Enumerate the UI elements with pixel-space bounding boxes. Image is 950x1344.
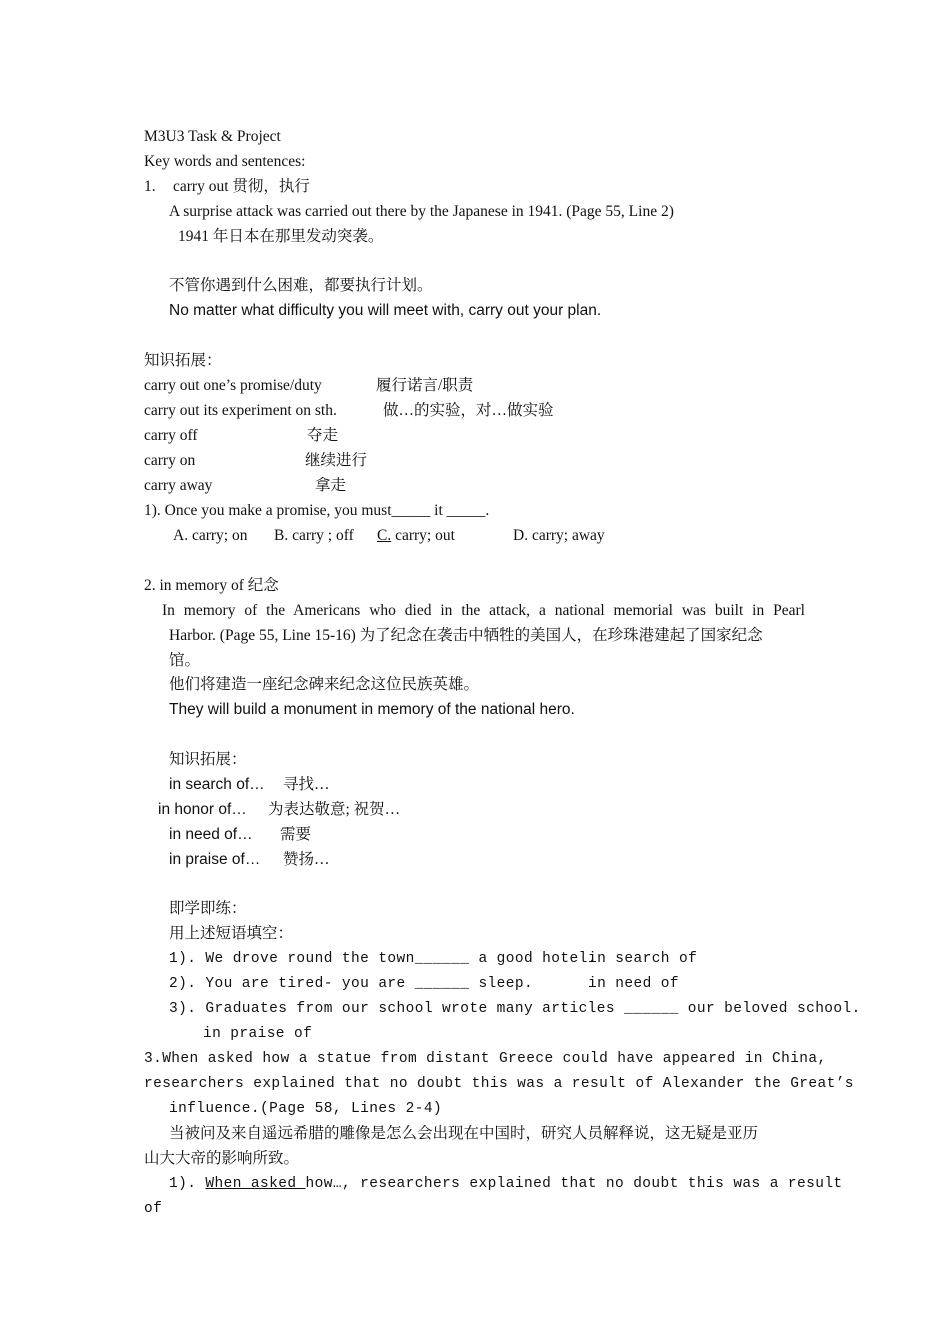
phrase-zh: 为表达敬意; 祝贺…	[268, 801, 401, 818]
option-b: B. carry ; off	[274, 527, 354, 544]
phrase-zh: 赞扬…	[283, 851, 330, 868]
item3-sub-prefix: 1).	[169, 1176, 197, 1192]
phrase-en: in need of…	[169, 826, 253, 843]
item2-example-line3: 馆。	[169, 652, 201, 669]
phrase-zh: 需要	[280, 826, 312, 843]
item1-example-zh: 1941 年日本在那里发动突袭。	[178, 228, 384, 245]
item2-exercise-label: 即学即练：	[169, 900, 247, 917]
exercise-answer: in need of	[588, 976, 680, 992]
item3-line2: researchers explained that no doubt this was a result of Alexander the Great’s	[144, 1076, 854, 1092]
item1-number: 1.	[144, 178, 156, 195]
phrase-en: carry out one’s promise/duty	[144, 377, 322, 394]
item2-example-line2: Harbor. (Page 55, Line 15-16) 为了纪念在袭击中牺牲的美国人，在珍珠港建起了国家纪念	[169, 627, 763, 644]
phrase-zh: 拿走	[315, 477, 347, 494]
item2-exercise-instruction: 用上述短语填空：	[169, 925, 294, 942]
item2-practice-zh: 他们将建造一座纪念碑来纪念这位民族英雄。	[169, 676, 480, 693]
option-d: D. carry; away	[513, 527, 605, 544]
phrase-zh: 继续进行	[305, 452, 368, 469]
exercise-answer: in praise of	[203, 1026, 313, 1042]
item2-example-line1: In memory of the Americans who died in the attack, a national memorial was built in Pearl	[162, 602, 805, 619]
item2-practice-en: They will build a monument in memory of the national hero.	[169, 701, 575, 718]
exercise-question: 1). We drove round the town______ a good hotel.	[169, 951, 597, 967]
item3-sub-line2: of	[144, 1201, 163, 1217]
item3-zh-line1: 当被问及来自遥远希腊的雕像是怎么会出现在中国时，研究人员解释说，这无疑是亚历	[169, 1125, 759, 1142]
section-subtitle: Key words and sentences:	[144, 153, 306, 170]
phrase-zh: 寻找…	[283, 776, 330, 793]
exercise-question: 3). Graduates from our school wrote many articles ______ our beloved school.	[169, 1001, 861, 1017]
phrase-en: in search of…	[169, 776, 265, 793]
item1-heading: carry out 贯彻，执行	[173, 178, 310, 195]
phrase-en: in praise of…	[169, 851, 261, 868]
item3-line1: 3.When asked how a statue from distant Greece could have appeared in China,	[144, 1051, 827, 1067]
item3-sub-question	[169, 1174, 843, 1194]
item1-practice-zh: 不管你遇到什么困难，都要执行计划。	[169, 277, 433, 294]
exercise-answer: in search of	[588, 951, 698, 967]
item1-example-en: A surprise attack was carried out there by the Japanese in 1941. (Page 55, Line 2)	[169, 203, 674, 220]
phrase-zh: 夺走	[307, 427, 339, 444]
item3-sub-underlined: When asked	[205, 1176, 306, 1192]
phrase-zh: 履行诺言/职责	[376, 377, 474, 394]
item2-heading: 2. in memory of 纪念	[144, 577, 279, 594]
phrase-en: in honor of…	[158, 801, 247, 818]
phrase-zh: 做…的实验，对…做实验	[383, 402, 554, 419]
item1-quiz-question: 1). Once you make a promise, you must_____ it _____.	[144, 502, 490, 519]
item2-expansion-label: 知识拓展：	[169, 751, 247, 768]
phrase-en: carry off	[144, 427, 198, 444]
item3-zh-line2: 山大大帝的影响所致。	[144, 1150, 300, 1167]
item1-expansion-label: 知识拓展：	[144, 352, 222, 369]
item3-line3: influence.(Page 58, Lines 2-4)	[169, 1101, 443, 1117]
exercise-question: 2). You are tired- you are ______ sleep.	[169, 976, 534, 992]
phrase-en: carry out its experiment on sth.	[144, 402, 337, 419]
option-a: A. carry; on	[173, 527, 248, 544]
phrase-en: carry away	[144, 477, 213, 494]
option-c-letter: C.	[377, 527, 392, 544]
phrase-en: carry on	[144, 452, 196, 469]
option-c-text: carry; out	[391, 527, 455, 544]
item1-practice-en: No matter what difficulty you will meet with, carry out your plan.	[169, 302, 602, 319]
item3-sub-rest: how…, researchers explained that no doubt this was a result	[305, 1176, 843, 1192]
option-c	[377, 526, 455, 546]
document-title: M3U3 Task & Project	[144, 128, 281, 145]
